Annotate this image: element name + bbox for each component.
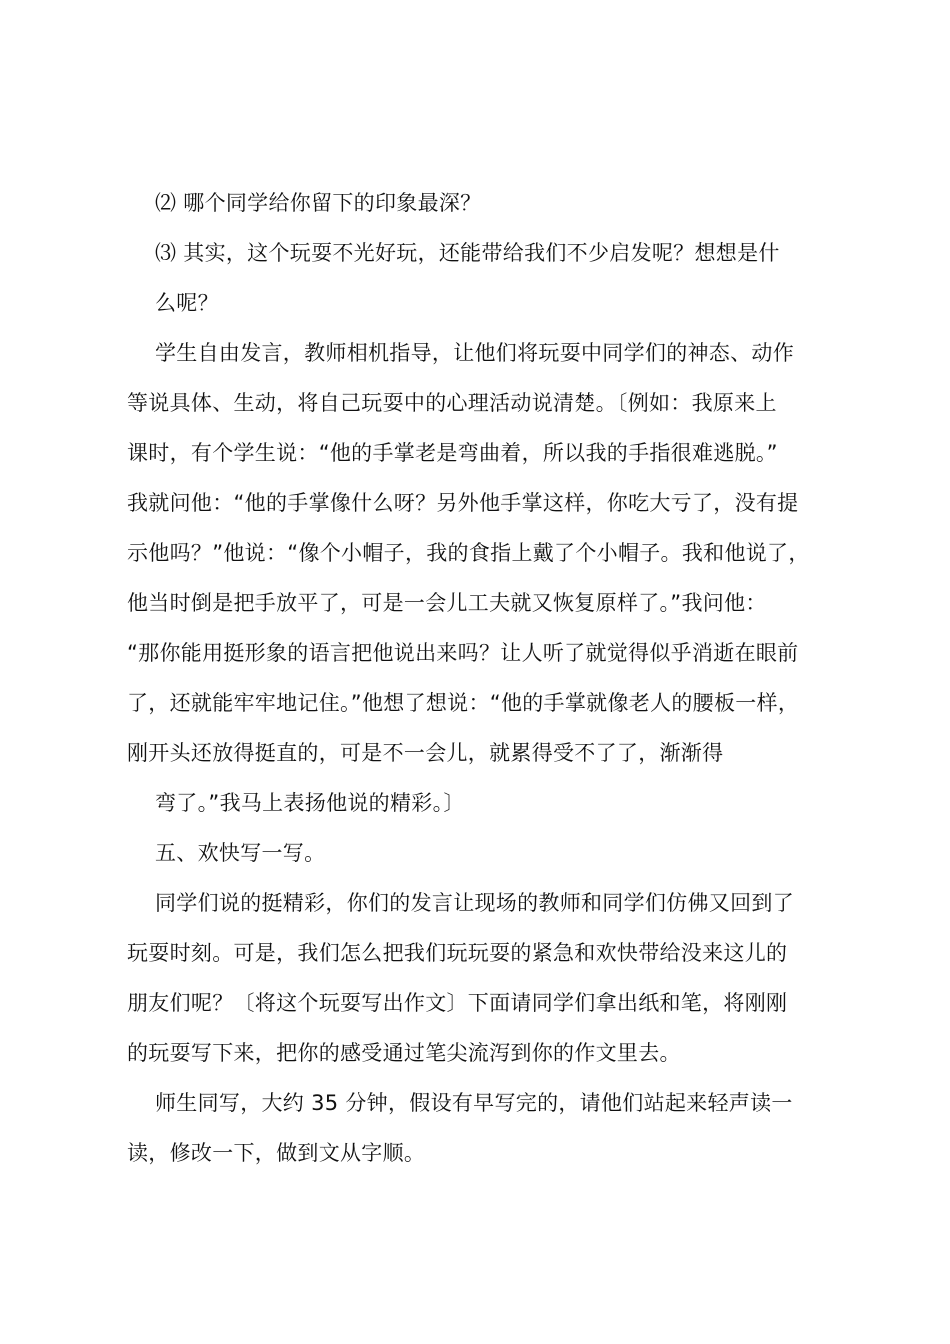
text-line: “那你能用挺形象的语言把他说出来吗？让人听了就觉得似乎消逝在眼前 xyxy=(127,641,799,665)
text-line: 刚开头还放得挺直的，可是不一会儿，就累得受不了了，渐渐得 xyxy=(127,741,724,765)
text-line: 示他吗？”他说：“像个小帽子，我的食指上戴了个小帽子。我和他说了， xyxy=(127,541,810,565)
text-line: 学生自由发言，教师相机指导，让他们将玩耍中同学们的神态、动作 xyxy=(155,341,794,365)
section-heading: 五、欢快写一写。 xyxy=(155,841,326,865)
text-line: 读，修改一下，做到文从字顺。 xyxy=(127,1141,426,1165)
text-line: 么呢？ xyxy=(155,291,219,315)
text-line: 弯了。”我马上表扬他说的精彩。〕 xyxy=(155,791,465,815)
text-line: 了，还就能牢牢地记住。”他想了想说：“他的手掌就像老人的腰板一样， xyxy=(127,691,800,715)
text-line: 等说具体、生动，将自己玩耍中的心理活动说清楚。〔例如：我原来上 xyxy=(127,391,777,415)
text-line: 课时，有个学生说：“他的手掌老是弯曲着，所以我的手指很难逃脱。” xyxy=(127,441,778,465)
text-line: 我就问他：“他的手掌像什么呀？另外他手掌这样，你吃大亏了，没有提 xyxy=(127,491,799,515)
text-line: ⑵ 哪个同学给你留下的印象最深？ xyxy=(155,191,482,215)
text-line: 朋友们呢？〔将这个玩耍写出作文〕下面请同学们拿出纸和笔，将刚刚 xyxy=(127,991,788,1015)
text-line: 同学们说的挺精彩，你们的发言让现场的教师和同学们仿佛又回到了 xyxy=(155,891,794,915)
text-line: 的玩耍写下来，把你的感受通过笔尖流泻到你的作文里去。 xyxy=(127,1041,681,1065)
text-line: 他当时倒是把手放平了，可是一会儿工夫就又恢复原样了。”我问他： xyxy=(127,591,767,615)
text-line: 玩耍时刻。可是，我们怎么把我们玩玩耍的紧急和欢快带给没来这儿的 xyxy=(127,941,788,965)
text-line: 师生同写，大约 35 分钟，假设有早写完的，请他们站起来轻声读一 xyxy=(155,1091,793,1115)
text-line: ⑶ 其实，这个玩耍不光好玩，还能带给我们不少启发呢？想想是什 xyxy=(155,241,780,265)
